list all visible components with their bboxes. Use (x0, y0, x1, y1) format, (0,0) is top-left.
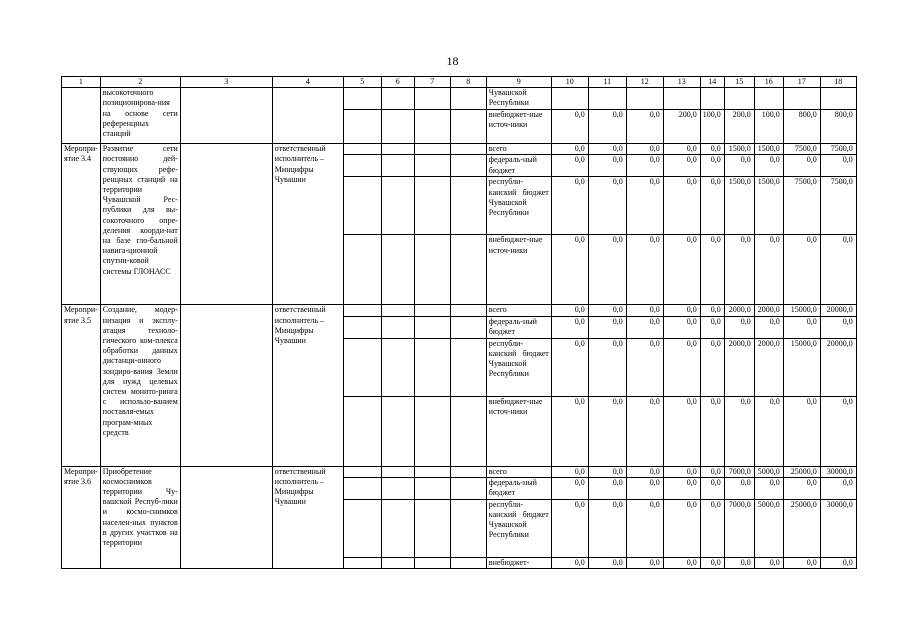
amount-cell: 1500,0 (724, 144, 754, 155)
amount-cell: 0,0 (551, 466, 588, 477)
funding-source: федераль-ный бюджет (486, 155, 551, 177)
amount-cell: 0,0 (783, 557, 820, 568)
amount-cell: 7500,0 (783, 144, 820, 155)
amount-cell: 0,0 (754, 155, 783, 177)
empty-cell (414, 305, 450, 316)
amount-cell: 0,0 (626, 338, 663, 396)
empty-cell (450, 177, 486, 235)
amount-cell (724, 88, 754, 110)
amount-cell: 0,0 (754, 557, 783, 568)
amount-cell: 0,0 (551, 396, 588, 466)
measure-description: высокоточного позиционирова-ния на основе сети референцных станций (100, 88, 180, 144)
amount-cell: 15000,0 (783, 338, 820, 396)
empty-cell (381, 88, 414, 110)
amount-cell: 0,0 (700, 144, 724, 155)
amount-cell: 0,0 (551, 557, 588, 568)
empty-cell (414, 316, 450, 338)
amount-cell: 0,0 (783, 477, 820, 499)
column-header: 14 (700, 77, 724, 88)
amount-cell: 0,0 (663, 466, 700, 477)
column-header: 8 (450, 77, 486, 88)
empty-cell (180, 466, 272, 568)
amount-cell: 5000,0 (754, 466, 783, 477)
amount-cell: 0,0 (588, 177, 626, 235)
amount-cell: 0,0 (700, 155, 724, 177)
amount-cell (551, 88, 588, 110)
empty-cell (343, 477, 381, 499)
measure-id: Меропри-ятие 3.4 (62, 144, 101, 305)
amount-cell: 0,0 (663, 557, 700, 568)
column-header: 1 (62, 77, 101, 88)
column-header: 3 (180, 77, 272, 88)
executor: ответственный исполнитель – Минцифры Чувашии (272, 305, 343, 466)
amount-cell: 0,0 (820, 557, 856, 568)
amount-cell: 100,0 (700, 110, 724, 144)
amount-cell: 7000,0 (724, 466, 754, 477)
amount-cell: 0,0 (663, 235, 700, 305)
funding-source: всего (486, 144, 551, 155)
empty-cell (450, 557, 486, 568)
empty-cell (450, 396, 486, 466)
empty-cell (450, 338, 486, 396)
empty-cell (381, 144, 414, 155)
empty-cell (450, 235, 486, 305)
amount-cell: 2000,0 (724, 338, 754, 396)
funding-source: республи-канский бюджет Чувашской Республики (486, 177, 551, 235)
amount-cell: 800,0 (820, 110, 856, 144)
amount-cell: 0,0 (783, 316, 820, 338)
funding-source: внебюджет- (486, 557, 551, 568)
measure-description: Приобретение космоснимков территории Чу-вашской Респуб-лики и космо-снимков населен-ных пунктов в других участков на территории (100, 466, 180, 568)
empty-cell (414, 466, 450, 477)
column-header: 12 (626, 77, 663, 88)
empty-cell (381, 305, 414, 316)
empty-cell (414, 177, 450, 235)
empty-cell (450, 110, 486, 144)
amount-cell: 1500,0 (724, 177, 754, 235)
amount-cell: 0,0 (724, 477, 754, 499)
empty-cell (381, 155, 414, 177)
amount-cell: 0,0 (724, 557, 754, 568)
column-header: 2 (100, 77, 180, 88)
amount-cell: 0,0 (551, 144, 588, 155)
amount-cell: 0,0 (551, 477, 588, 499)
amount-cell: 0,0 (626, 177, 663, 235)
amount-cell: 20000,0 (820, 305, 856, 316)
amount-cell: 0,0 (663, 396, 700, 466)
column-header: 16 (754, 77, 783, 88)
amount-cell: 0,0 (820, 235, 856, 305)
amount-cell: 30000,0 (820, 466, 856, 477)
amount-cell: 0,0 (754, 396, 783, 466)
amount-cell: 0,0 (663, 499, 700, 557)
executor: ответственный исполнитель – Минцифры Чувашии (272, 466, 343, 568)
amount-cell: 0,0 (783, 155, 820, 177)
empty-cell (343, 557, 381, 568)
empty-cell (414, 338, 450, 396)
amount-cell: 2000,0 (724, 305, 754, 316)
amount-cell: 0,0 (700, 396, 724, 466)
column-header: 9 (486, 77, 551, 88)
empty-cell (343, 499, 381, 557)
column-header: 11 (588, 77, 626, 88)
funding-source: Чувашской Республики (486, 88, 551, 110)
amount-cell: 0,0 (626, 557, 663, 568)
empty-cell (414, 557, 450, 568)
empty-cell (343, 88, 381, 110)
header-row (62, 77, 857, 88)
amount-cell: 0,0 (700, 305, 724, 316)
column-header: 17 (783, 77, 820, 88)
amount-cell: 0,0 (626, 110, 663, 144)
amount-cell: 7500,0 (783, 177, 820, 235)
amount-cell (700, 88, 724, 110)
amount-cell: 0,0 (754, 477, 783, 499)
amount-cell: 0,0 (551, 235, 588, 305)
empty-cell (343, 235, 381, 305)
funding-source: всего (486, 466, 551, 477)
measure-description: Создание, модер-низация и эксплу-атация техноло-гического ком-плекса обработки данных дистанци-онного зондиро-вания Земли для нужд целевых систем монито-ринга с использо-ванием поставля-емых програм-мных средств (100, 305, 180, 466)
empty-cell (381, 396, 414, 466)
amount-cell: 0,0 (724, 316, 754, 338)
empty-cell (343, 316, 381, 338)
amount-cell (588, 88, 626, 110)
amount-cell: 0,0 (783, 396, 820, 466)
amount-cell: 0,0 (663, 316, 700, 338)
amount-cell: 0,0 (663, 338, 700, 396)
amount-cell: 1500,0 (754, 144, 783, 155)
empty-cell (414, 144, 450, 155)
amount-cell: 0,0 (700, 177, 724, 235)
column-header: 10 (551, 77, 588, 88)
amount-cell (820, 88, 856, 110)
amount-cell: 200,0 (724, 110, 754, 144)
amount-cell: 0,0 (588, 466, 626, 477)
funding-source: внебюджет-ные источ-ники (486, 110, 551, 144)
empty-cell (450, 144, 486, 155)
empty-cell (180, 88, 272, 144)
amount-cell: 0,0 (551, 499, 588, 557)
column-header: 6 (381, 77, 414, 88)
measure-id (62, 88, 101, 144)
column-header: 7 (414, 77, 450, 88)
amount-cell: 0,0 (626, 144, 663, 155)
empty-cell (450, 316, 486, 338)
empty-cell (381, 110, 414, 144)
amount-cell: 7500,0 (820, 177, 856, 235)
empty-cell (381, 499, 414, 557)
table-row (62, 305, 857, 316)
empty-cell (414, 88, 450, 110)
table-row (62, 88, 857, 110)
empty-cell (414, 110, 450, 144)
amount-cell: 0,0 (724, 155, 754, 177)
empty-cell (180, 305, 272, 466)
amount-cell: 0,0 (588, 477, 626, 499)
amount-cell: 0,0 (820, 477, 856, 499)
amount-cell: 0,0 (700, 235, 724, 305)
amount-cell: 0,0 (588, 316, 626, 338)
funding-source: федераль-ный бюджет (486, 316, 551, 338)
amount-cell: 0,0 (820, 316, 856, 338)
empty-cell (450, 477, 486, 499)
amount-cell: 200,0 (663, 110, 700, 144)
amount-cell: 0,0 (551, 316, 588, 338)
empty-cell (343, 396, 381, 466)
amount-cell: 0,0 (700, 499, 724, 557)
amount-cell: 0,0 (588, 499, 626, 557)
amount-cell: 0,0 (588, 396, 626, 466)
empty-cell (450, 88, 486, 110)
amount-cell: 0,0 (626, 235, 663, 305)
executor (272, 88, 343, 144)
amount-cell (626, 88, 663, 110)
amount-cell: 0,0 (626, 155, 663, 177)
amount-cell: 2000,0 (754, 338, 783, 396)
funding-source: всего (486, 305, 551, 316)
empty-cell (381, 477, 414, 499)
amount-cell: 0,0 (626, 316, 663, 338)
column-header: 13 (663, 77, 700, 88)
amount-cell: 0,0 (551, 305, 588, 316)
amount-cell: 0,0 (626, 477, 663, 499)
amount-cell: 0,0 (783, 235, 820, 305)
measure-id: Меропри-ятие 3.6 (62, 466, 101, 568)
empty-cell (381, 316, 414, 338)
amount-cell: 0,0 (588, 110, 626, 144)
amount-cell (783, 88, 820, 110)
table-row (62, 144, 857, 155)
column-header: 18 (820, 77, 856, 88)
amount-cell: 0,0 (700, 338, 724, 396)
funding-source: внебюджет-ные источ-ники (486, 235, 551, 305)
amount-cell: 0,0 (551, 177, 588, 235)
empty-cell (343, 144, 381, 155)
amount-cell: 100,0 (754, 110, 783, 144)
amount-cell: 0,0 (588, 155, 626, 177)
amount-cell: 0,0 (724, 235, 754, 305)
empty-cell (381, 557, 414, 568)
amount-cell: 0,0 (626, 396, 663, 466)
empty-cell (381, 466, 414, 477)
amount-cell: 7000,0 (724, 499, 754, 557)
amount-cell: 0,0 (663, 477, 700, 499)
amount-cell: 0,0 (626, 499, 663, 557)
empty-cell (381, 338, 414, 396)
amount-cell: 0,0 (700, 466, 724, 477)
column-header: 4 (272, 77, 343, 88)
empty-cell (414, 499, 450, 557)
column-header: 15 (724, 77, 754, 88)
amount-cell: 15000,0 (783, 305, 820, 316)
amount-cell: 0,0 (663, 305, 700, 316)
empty-cell (414, 155, 450, 177)
empty-cell (450, 155, 486, 177)
amount-cell: 0,0 (663, 155, 700, 177)
empty-cell (343, 466, 381, 477)
amount-cell: 0,0 (551, 155, 588, 177)
amount-cell: 0,0 (588, 305, 626, 316)
amount-cell: 5000,0 (754, 499, 783, 557)
amount-cell: 800,0 (783, 110, 820, 144)
empty-cell (180, 144, 272, 305)
amount-cell: 0,0 (724, 396, 754, 466)
amount-cell: 0,0 (588, 557, 626, 568)
empty-cell (450, 499, 486, 557)
amount-cell: 0,0 (754, 316, 783, 338)
amount-cell: 0,0 (588, 338, 626, 396)
amount-cell: 0,0 (626, 466, 663, 477)
amount-cell: 1500,0 (754, 177, 783, 235)
amount-cell: 0,0 (820, 155, 856, 177)
amount-cell: 0,0 (820, 396, 856, 466)
amount-cell: 0,0 (663, 144, 700, 155)
funding-source: федераль-ный бюджет (486, 477, 551, 499)
amount-cell: 0,0 (626, 305, 663, 316)
table-row (62, 466, 857, 477)
executor: ответственный исполнитель – Минцифры Чувашии (272, 144, 343, 305)
amount-cell: 0,0 (663, 177, 700, 235)
amount-cell: 0,0 (700, 557, 724, 568)
amount-cell: 30000,0 (820, 499, 856, 557)
empty-cell (414, 477, 450, 499)
amount-cell: 7500,0 (820, 144, 856, 155)
measure-description: Развитие сети постоянно дей-ствующих рефе-ренцных станций на территории Чувашской Рес-публики для вы-сокоточного опре-деления коорди-нат на базе гло-бальной навига-ционной спутни-ковой системы ГЛОНАСС (100, 144, 180, 305)
empty-cell (381, 235, 414, 305)
amount-cell: 0,0 (588, 235, 626, 305)
empty-cell (414, 235, 450, 305)
measure-id: Меропри-ятие 3.5 (62, 305, 101, 466)
amount-cell: 0,0 (754, 235, 783, 305)
amount-cell: 0,0 (588, 144, 626, 155)
amount-cell: 0,0 (551, 110, 588, 144)
empty-cell (450, 466, 486, 477)
empty-cell (450, 305, 486, 316)
empty-cell (414, 396, 450, 466)
amount-cell: 0,0 (700, 316, 724, 338)
empty-cell (343, 305, 381, 316)
empty-cell (343, 177, 381, 235)
empty-cell (343, 338, 381, 396)
amount-cell: 2000,0 (754, 305, 783, 316)
empty-cell (343, 155, 381, 177)
amount-cell (754, 88, 783, 110)
empty-cell (343, 110, 381, 144)
funding-table (61, 76, 857, 569)
amount-cell (663, 88, 700, 110)
amount-cell: 0,0 (700, 477, 724, 499)
funding-source: республи-канский бюджет Чувашской Республики (486, 338, 551, 396)
funding-source: республи-канский бюджет Чувашской Республики (486, 499, 551, 557)
amount-cell: 25000,0 (783, 466, 820, 477)
empty-cell (381, 177, 414, 235)
funding-source: внебюджет-ные источ-ники (486, 396, 551, 466)
amount-cell: 25000,0 (783, 499, 820, 557)
amount-cell: 0,0 (551, 338, 588, 396)
page-number: 18 (446, 54, 459, 68)
amount-cell: 20000,0 (820, 338, 856, 396)
column-header: 5 (343, 77, 381, 88)
